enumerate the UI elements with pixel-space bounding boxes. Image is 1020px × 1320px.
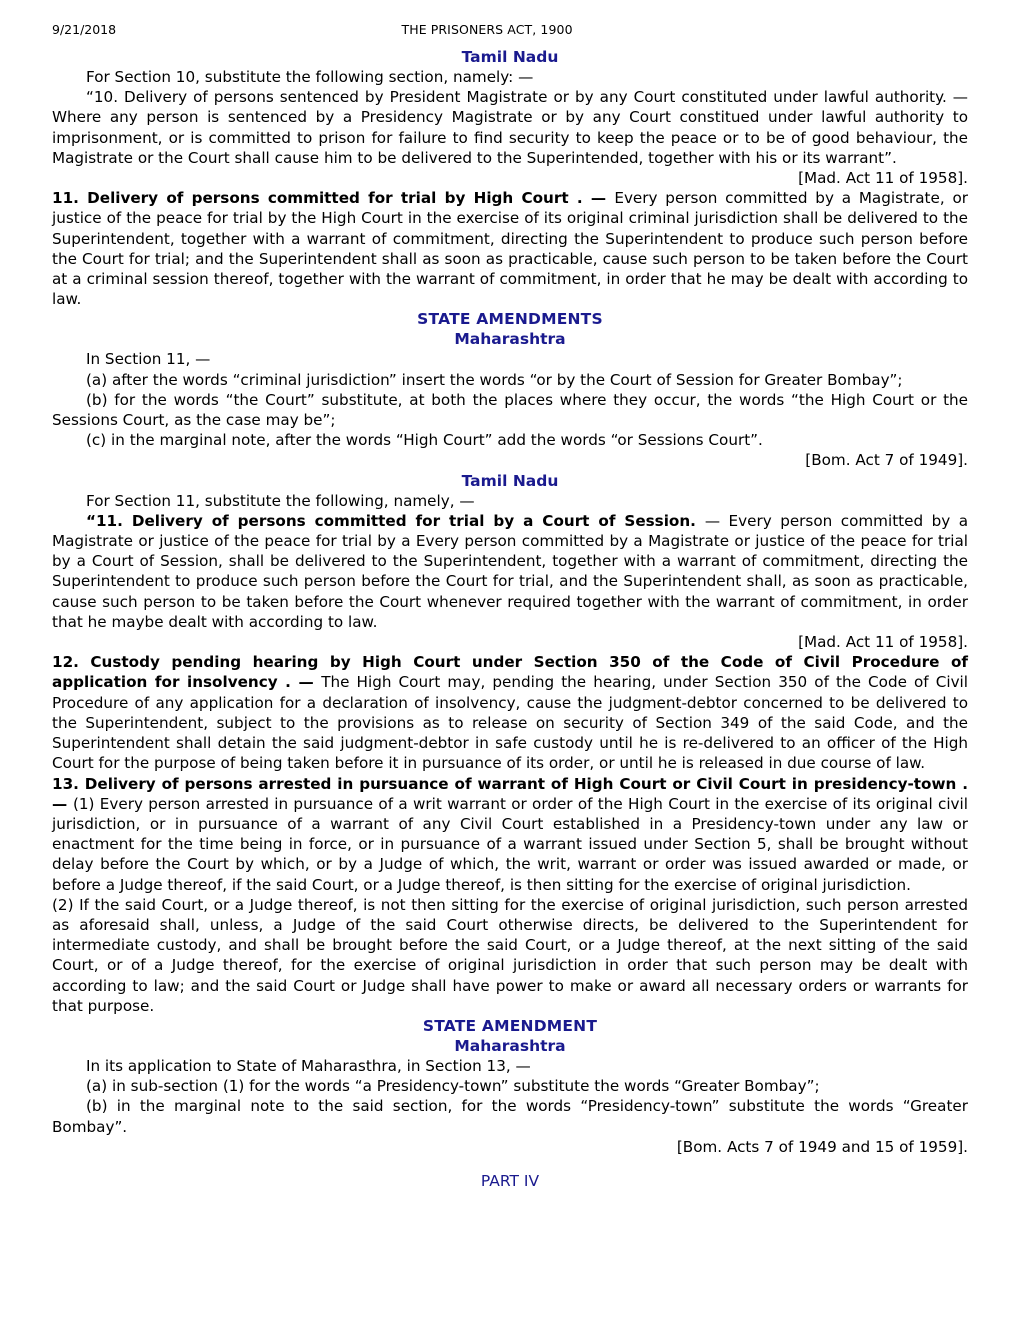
maharashtra-section-11-clause-b: (b) for the words “the Court” substitute, at both the places where they occur, the words “the High Court or the Sessions Court, as the case may be”; <box>52 390 968 430</box>
citation-mad-act-11-1958-a: [Mad. Act 11 of 1958]. <box>798 169 968 188</box>
section-10-intro: For Section 10, substitute the following section, namely: — <box>86 68 534 86</box>
heading-state-amendments: STATE AMENDMENTS <box>417 310 603 329</box>
section-12-body: The High Court may, pending the hearing, under Section 350 of the Code of Civil Procedure of any application for a declaration of insolvency, cause the judgment-debtor concerned to be delivered to the Superintendent, subject to the provisions as to release on security of Section 349 of the said Code, and the Superintendent shall detain the said judgment-debtor in safe custody until he is re-delivered to an officer of the High Court for the purpose of being taken before it in pursuance of its order, or until he is released in due course of law. <box>52 673 968 773</box>
heading-tamil-nadu-2: Tamil Nadu <box>461 471 559 490</box>
maharashtra-section-13-clause-a: (a) in sub-section (1) for the words “a Presidency-town” substitute the words “Greater Bombay”; <box>86 1077 820 1096</box>
section-13-paragraph <box>52 774 968 895</box>
section-11-paragraph <box>52 188 968 309</box>
part-label: PART IV <box>480 1171 540 1190</box>
section-11-heading: 11. Delivery of persons committed for trial by High Court . — <box>52 189 615 208</box>
section-11-body: Every person committed by a Magistrate, or justice of the peace for trial by the High Court in the exercise of its original criminal jurisdiction shall be delivered to the Superintendent, together with a warrant of commitment, directing the Superintendent to produce such person before the Court for trial; and the Superintendent shall as soon as practicable, cause such person to be taken before the Court at a criminal session thereof, together with the warrant of commitment, in order that he may be dealt with according to law. <box>52 189 968 309</box>
maharashtra-section-13-intro: In its application to State of Maharasthra, in Section 13, — <box>86 1056 531 1075</box>
section-13-heading: 13. Delivery of persons arrested in pursuance of warrant of High Court or Civil Court in presidency-town . — <box>52 774 968 813</box>
citation-bom-acts-1949-1959: [Bom. Acts 7 of 1949 and 15 of 1959]. <box>676 1137 968 1156</box>
section-12-heading: 12. Custody pending hearing by High Court under Section 350 of the Code of Civil Procedure of application for insolvency . — <box>52 653 968 692</box>
citation-mad-act-11-1958-b: [Mad. Act 11 of 1958]. <box>798 633 968 652</box>
heading-maharashtra-2: Maharashtra <box>454 1036 566 1055</box>
running-header <box>52 22 968 38</box>
tamil-nadu-section-11-intro: For Section 11, substitute the following, namely, — <box>86 491 475 510</box>
heading-state-amendment: STATE AMENDMENT <box>422 1016 598 1035</box>
section-12-paragraph <box>52 652 968 773</box>
section-13-body: (1) Every person arrested in pursuance of a writ warrant or order of the High Court in the exercise of its original civil jurisdiction, or in pursuance of a warrant of any Civil Court established in a Presidency-town under any law or enactment for the time being in force, or in pursuance of a warrant issued under Section 5, shall be brought without delay before the Court by which, or by a Judge of which, the writ, warrant or order was issued awarded or made, or before a Judge thereof, if the said Court, or a Judge thereof, is then sitting for the exercise of original jurisdiction. <box>52 794 968 894</box>
maharashtra-section-11-clause-a: (a) after the words “criminal jurisdiction” insert the words “or by the Court of Session for Greater Bombay”; <box>86 370 903 389</box>
tamil-nadu-section-11-heading: “11. Delivery of persons committed for trial by a Court of Session. <box>86 511 705 530</box>
tamil-nadu-section-11-paragraph <box>52 511 968 632</box>
heading-tamil-nadu-1: Tamil Nadu <box>461 48 559 66</box>
section-10-quoted-text: “10. Delivery of persons sentenced by President Magistrate or by any Court constituted under lawful authority. — Where any person is sentenced by a Presidency Magistrate or by any Court constitued under lawful authority to imprisonment, or is committed to prison for failure to find security to keep the peace or to be of good behaviour, the Magistrate or the Court shall cause him to be delivered to the Superintended, together with his or its warrant”. <box>52 88 968 167</box>
header-document-title: THE PRISONERS ACT, 1900 <box>401 22 573 37</box>
maharashtra-section-13-clause-b: (b) in the marginal note to the said section, for the words “Presidency-town” substitute the words “Greater Bombay”. <box>52 1097 968 1136</box>
heading-maharashtra-1: Maharashtra <box>454 330 566 349</box>
tamil-nadu-section-11-body: — Every person committed by a Magistrate or justice of the peace for trial by a Every person committed by a Magistrate or justice of the peace for trial by a Court of Session, shall be delivered to the Superintendent, together with a warrant of commitment, directing the Superintendent to produce such person before the Court for trial, and the Superintendent shall, as soon as practicable, cause such person to be taken before the Court whenever required together with the warrant of commitment, in order that he maybe dealt with according to law. <box>52 511 968 631</box>
header-date: 9/21/2018 <box>52 22 117 37</box>
citation-bom-act-7-1949: [Bom. Act 7 of 1949]. <box>805 451 968 470</box>
maharashtra-section-11-intro: In Section 11, — <box>86 350 211 369</box>
section-13-subsection-2: (2) If the said Court, or a Judge thereof, is not then sitting for the exercise of original jurisdiction, such person arrested as aforesaid shall, unless, a Judge of the said Court otherwise directs, be delivered to the Superintendent for intermediate custody, and shall be brought before the said Court, or a Judge thereof, at the next sitting of the said Court, or of a Judge thereof, for the exercise of original jurisdiction in order that such person may be dealt with according to law; and the said Court or Judge shall have power to make or award all necessary orders or warrants for that purpose. <box>52 895 968 1015</box>
maharashtra-section-11-clause-c: (c) in the marginal note, after the words “High Court” add the words “or Sessions Court”. <box>86 431 763 450</box>
